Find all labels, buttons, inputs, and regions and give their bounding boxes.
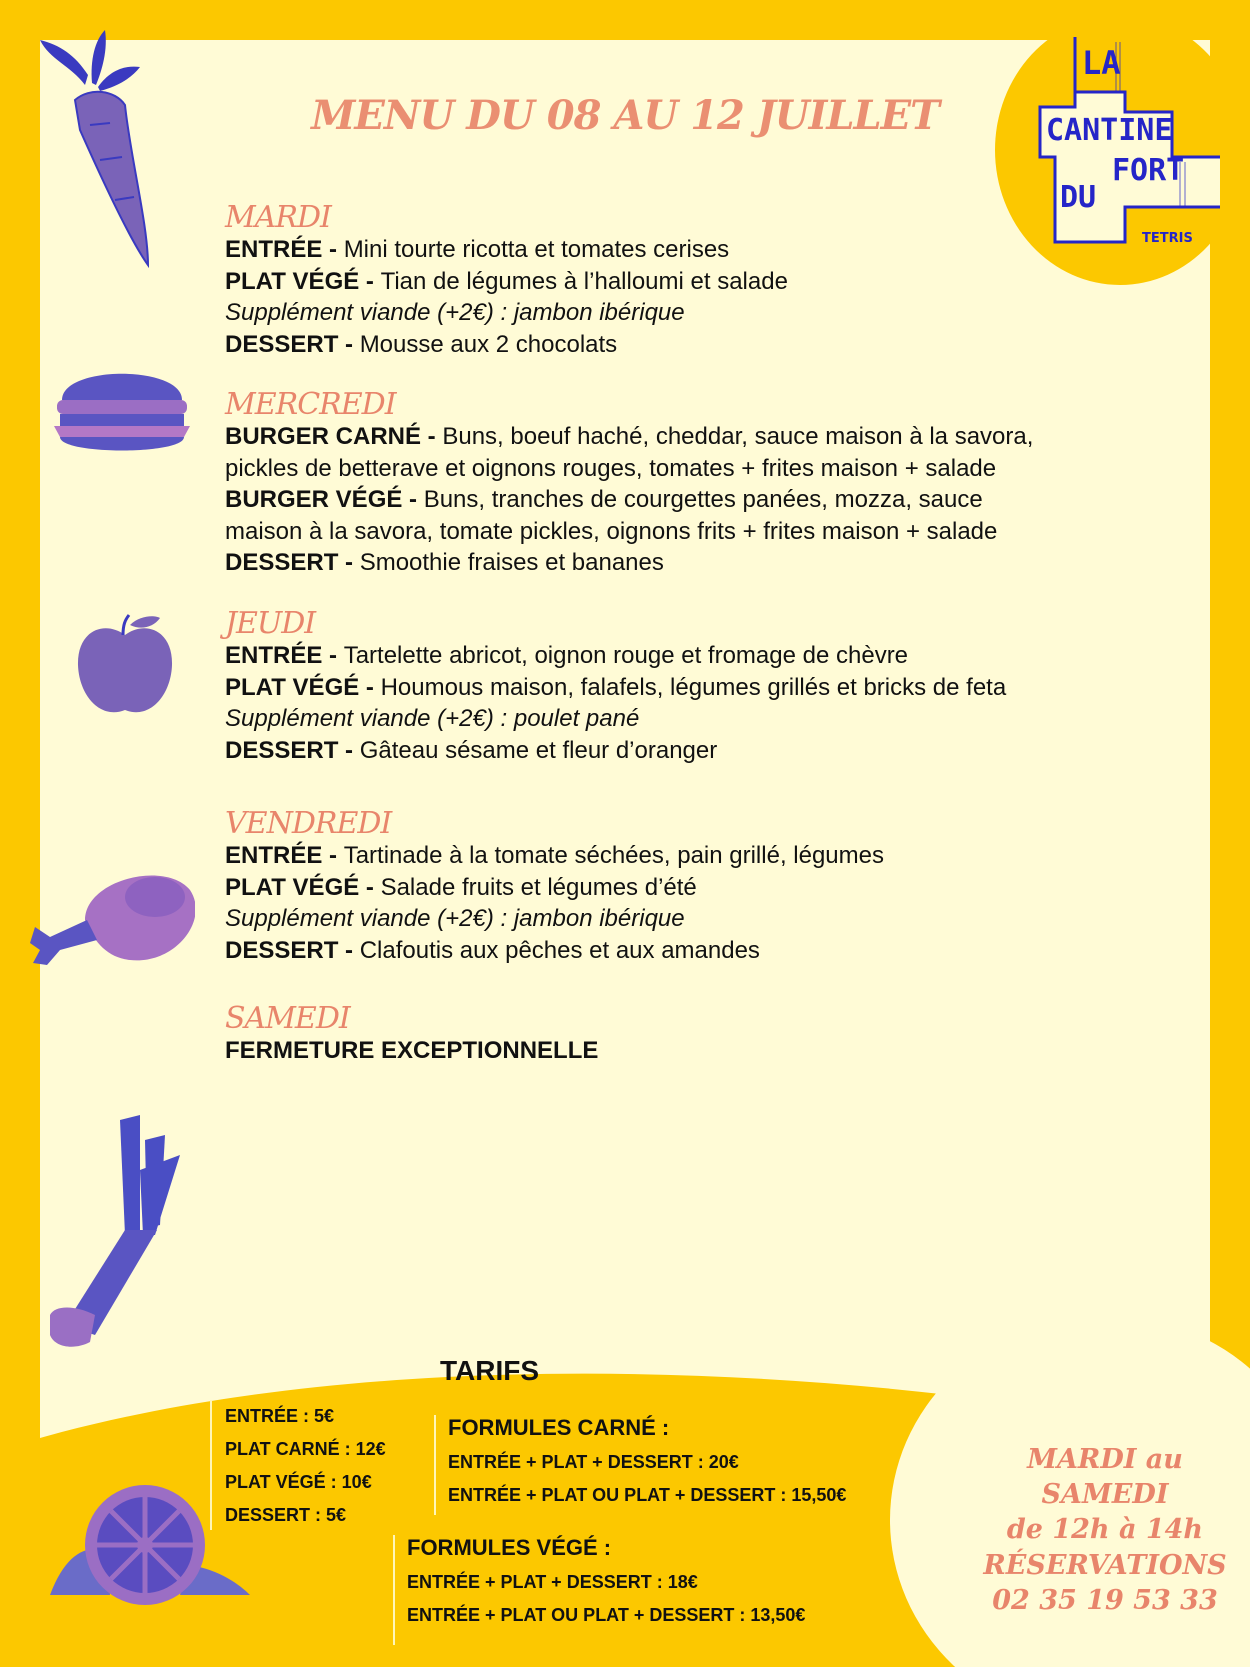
formules-carne-title: FORMULES CARNÉ : xyxy=(448,1415,670,1440)
day-block-mercredi xyxy=(225,389,1165,579)
opening-days: MARDI au SAMEDI xyxy=(1027,1444,1183,1510)
day-name: MARDI xyxy=(225,200,331,235)
menu-line: BURGER VÉGÉ - Buns, tranches de courgettes panées, mozza, sauce xyxy=(225,486,983,513)
logo-fort-text: FORT xyxy=(1112,153,1185,188)
price-item: ENTRÉE : 5€ xyxy=(225,1406,335,1426)
apple-icon xyxy=(75,610,175,720)
menu-line: Supplément viande (+2€) : jambon ibérique xyxy=(225,299,685,326)
divider xyxy=(210,1400,212,1530)
menu-line: BURGER CARNÉ - Buns, boeuf haché, cheddar, sauce maison à la savora, xyxy=(225,423,1034,450)
page-title: MENU DU 08 AU 12 JUILLET xyxy=(311,92,939,139)
price-item: PLAT CARNÉ : 12€ xyxy=(225,1439,386,1459)
formules-vege xyxy=(407,1530,805,1632)
logo-la-text: LA xyxy=(1082,44,1121,82)
tarifs-title: TARIFS xyxy=(440,1355,540,1386)
burger-icon xyxy=(52,355,192,465)
menu-line: DESSERT - Smoothie fraises et bananes xyxy=(225,549,664,576)
day-name: JEUDI xyxy=(225,606,316,641)
day-block-mardi xyxy=(225,202,1165,360)
day-name: SAMEDI xyxy=(225,1001,350,1036)
price-item: ENTRÉE + PLAT + DESSERT : 18€ xyxy=(407,1572,698,1592)
opening-time: de 12h à 14h xyxy=(1006,1514,1204,1545)
menu-line: ENTRÉE - Mini tourte ricotta et tomates cerises xyxy=(225,236,730,263)
menu-line: PLAT VÉGÉ - Salade fruits et légumes d’été xyxy=(225,873,697,901)
reservations-block xyxy=(960,1548,1250,1618)
single-prices xyxy=(225,1400,386,1532)
day-name: MERCREDI xyxy=(225,387,396,422)
divider xyxy=(393,1535,395,1645)
logo-du-text: DU xyxy=(1060,180,1097,215)
opening-hours xyxy=(960,1442,1250,1547)
orange-icon xyxy=(20,1475,260,1605)
leek-icon xyxy=(45,1110,185,1350)
logo-brand-text: TETRIS xyxy=(1142,231,1193,246)
menu-line: ENTRÉE - Tartinade à la tomate séchées, pain grillé, légumes xyxy=(225,842,884,869)
price-item: ENTRÉE + PLAT OU PLAT + DESSERT : 15,50€ xyxy=(448,1485,847,1505)
day-block-vendredi xyxy=(225,808,1165,966)
menu-line: Supplément viande (+2€) : jambon ibérique xyxy=(225,905,685,932)
chicken-leg-icon xyxy=(25,865,195,975)
carrot-icon xyxy=(30,25,160,275)
day-block-jeudi xyxy=(225,608,1165,766)
price-item: PLAT VÉGÉ : 10€ xyxy=(225,1472,372,1492)
menu-line: Supplément viande (+2€) : poulet pané xyxy=(225,705,640,732)
menu-line: ENTRÉE - Tartelette abricot, oignon rouge et fromage de chèvre xyxy=(225,642,909,669)
menu-line: pickles de betterave et oignons rouges, tomates + frites maison + salade xyxy=(225,454,997,482)
menu-line: DESSERT - Clafoutis aux pêches et aux amandes xyxy=(225,936,760,964)
logo-cantine-text: CANTINE xyxy=(1046,113,1173,148)
divider xyxy=(434,1415,436,1515)
price-item: ENTRÉE + PLAT OU PLAT + DESSERT : 13,50€ xyxy=(407,1605,806,1625)
day-name: VENDREDI xyxy=(225,806,392,841)
menu-line: PLAT VÉGÉ - Houmous maison, falafels, légumes grillés et bricks de feta xyxy=(225,673,1007,701)
price-item: DESSERT : 5€ xyxy=(225,1505,347,1525)
menu-line: DESSERT - Mousse aux 2 chocolats xyxy=(225,330,618,358)
day-block-samedi xyxy=(225,1003,1165,1067)
price-item: ENTRÉE + PLAT + DESSERT : 20€ xyxy=(448,1452,739,1472)
formules-carne xyxy=(448,1410,846,1512)
menu-line: FERMETURE EXCEPTIONNELLE xyxy=(225,1037,599,1064)
phone-number[interactable]: 02 35 19 53 33 xyxy=(992,1585,1218,1616)
menu-line: PLAT VÉGÉ - Tian de légumes à l’halloumi et salade xyxy=(225,267,788,295)
formules-vege-title: FORMULES VÉGÉ : xyxy=(407,1535,612,1560)
reservations-label: RÉSERVATIONS xyxy=(983,1550,1227,1581)
menu-line: DESSERT - Gâteau sésame et fleur d’oranger xyxy=(225,736,718,764)
menu-line: maison à la savora, tomate pickles, oignons frits + frites maison + salade xyxy=(225,517,998,545)
